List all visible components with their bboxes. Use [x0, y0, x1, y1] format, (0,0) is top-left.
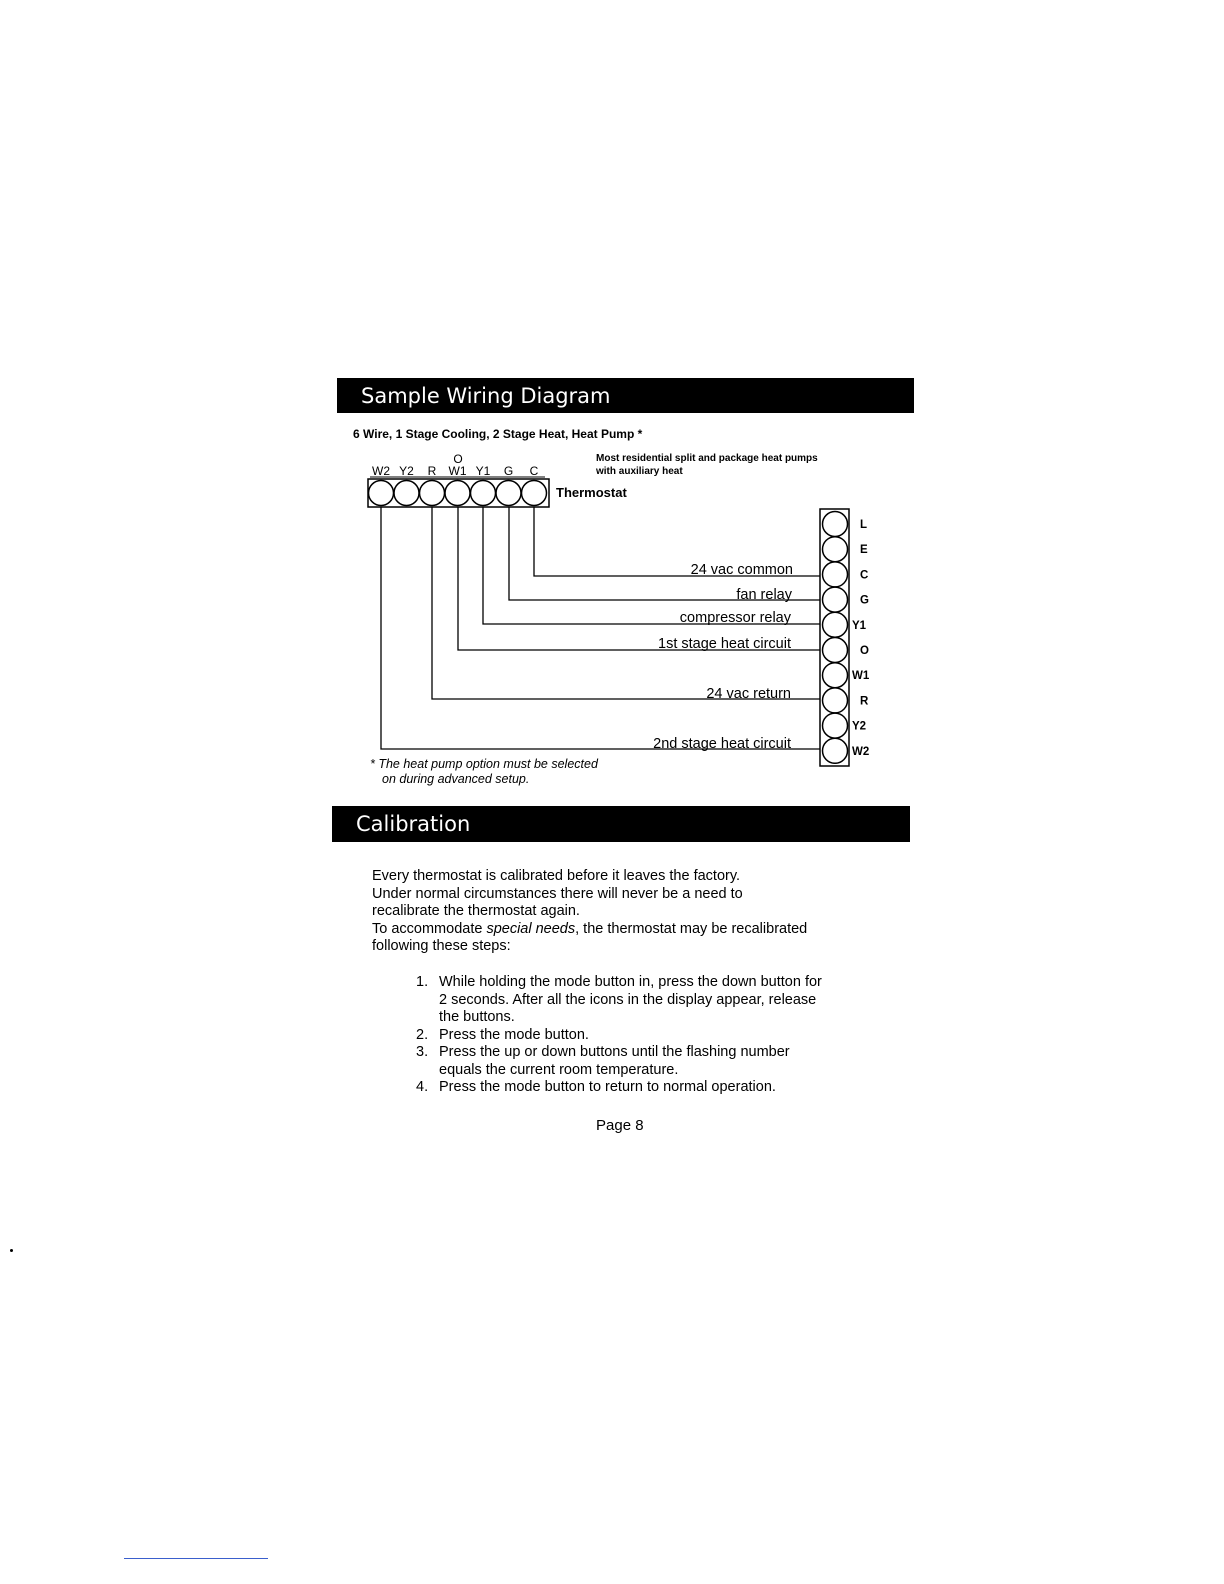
equipment-terminal-label: Y2: [852, 720, 867, 733]
calibration-intro: [372, 868, 892, 956]
step-number: 4.: [416, 1079, 429, 1095]
wire-return: [432, 507, 820, 699]
accommodate-line2: following these steps:: [372, 938, 511, 954]
thermostat-label: Thermostat: [556, 485, 627, 500]
thermostat-terminal-label: Y1: [475, 464, 491, 478]
page-link-underline: [124, 1558, 268, 1559]
equipment-terminal-label: L: [860, 519, 868, 531]
section-title-calibration: Calibration: [356, 812, 471, 836]
wire-label-return: 24 vac return: [706, 686, 791, 702]
equipment-terminal-g: [823, 587, 848, 612]
intro-line: Under normal circumstances there will never be a need to: [372, 885, 743, 902]
thermostat-terminal-w2: [369, 481, 394, 506]
equipment-terminal-e: [823, 537, 848, 562]
step-line: Press the mode button.: [439, 1026, 589, 1043]
scan-speck: [10, 1249, 13, 1252]
thermostat-terminal-y1: [471, 481, 496, 506]
thermostat-terminal-label: C: [529, 464, 539, 478]
step-line: While holding the mode button in, press the down button for: [439, 974, 822, 990]
accommodate-line: [372, 921, 892, 939]
step-item: [416, 1027, 876, 1045]
step-number: 3.: [416, 1044, 429, 1060]
equipment-terminal-w1: [823, 663, 848, 688]
equipment-terminal-labels: [852, 519, 870, 758]
step-item: [416, 974, 876, 1027]
wire-label-heat1: 1st stage heat circuit: [658, 636, 791, 652]
equipment-terminal-c: [823, 562, 848, 587]
diagram-note-line2: with auxiliary heat: [596, 466, 683, 477]
step-line: Press the mode button to return to normal operation.: [439, 1079, 776, 1095]
accommodate-prefix: To accommodate: [372, 920, 487, 937]
footnote-line1: * The heat pump option must be selected: [370, 757, 598, 771]
equipment-terminal-l: [823, 512, 848, 537]
thermostat-terminal-label: Y2: [399, 464, 414, 478]
equipment-terminal-label: E: [860, 544, 868, 557]
thermostat-terminal-o-label: O: [453, 452, 463, 466]
equipment-terminal-label: Y1: [852, 619, 867, 632]
thermostat-terminal-g: [496, 481, 521, 506]
wire-heat1: [458, 507, 820, 650]
equipment-terminal-r: [823, 688, 848, 713]
step-item: [416, 1044, 876, 1079]
step-line: the buttons.: [439, 1009, 515, 1025]
intro-line: Every thermostat is calibrated before it leaves the factory.: [372, 868, 741, 884]
wire-heat2: [381, 507, 820, 749]
step-text: [439, 974, 876, 1027]
equipment-terminal-label: W1: [852, 670, 870, 683]
section-header-calibration: [332, 806, 910, 842]
equipment-terminal-label: C: [860, 569, 869, 582]
diagram-note-line1: Most residential split and package heat pumps: [596, 453, 818, 464]
step-text: [439, 1027, 876, 1045]
equipment-terminal-w2: [823, 738, 848, 763]
step-item: [416, 1079, 876, 1097]
equipment-terminal-label: G: [860, 594, 869, 607]
intro-line: recalibrate the thermostat again.: [372, 903, 580, 919]
calibration-steps: [416, 974, 876, 1097]
step-number: 2.: [416, 1026, 429, 1043]
wires: [381, 507, 820, 749]
accommodate-italic: special needs: [486, 920, 576, 937]
equipment-terminal-y1: [823, 612, 848, 637]
wire-label-compressor: compressor relay: [679, 610, 791, 626]
equipment-terminal-label: W2: [852, 745, 870, 758]
step-line: Press the up or down buttons until the flashing number: [439, 1044, 790, 1060]
step-text: [439, 1079, 876, 1097]
thermostat-terminal-r: [420, 481, 445, 506]
section-title-wiring: Sample Wiring Diagram: [361, 383, 611, 408]
thermostat-terminal-label: R: [427, 464, 437, 478]
step-number: 1.: [416, 974, 429, 990]
thermostat-terminal-y2: [394, 481, 419, 506]
equipment-terminal-y2: [823, 713, 848, 738]
thermostat-terminal-labels: [372, 464, 539, 478]
diagram-subtitle: 6 Wire, 1 Stage Cooling, 2 Stage Heat, Heat Pump *: [353, 427, 643, 441]
thermostat-terminals: [369, 481, 547, 506]
wire-label-common: 24 vac common: [690, 562, 793, 578]
thermostat-terminal-w1: [445, 481, 470, 506]
equipment-terminals: [823, 512, 848, 764]
step-line: equals the current room temperature.: [439, 1061, 679, 1078]
step-line: 2 seconds. After all the icons in the display appear, release: [439, 991, 817, 1008]
step-text: [439, 1044, 876, 1079]
thermostat-terminal-label: W1: [448, 464, 467, 478]
page-number: Page 8: [596, 1117, 644, 1134]
wire-label-fan: fan relay: [736, 587, 792, 603]
equipment-terminal-label: R: [860, 695, 869, 708]
equipment-terminal-o: [823, 638, 848, 663]
thermostat-terminal-c: [522, 481, 547, 506]
thermostat-terminal-label: W2: [372, 464, 390, 478]
equipment-terminal-label: O: [860, 645, 869, 657]
footnote-line2: on during advanced setup.: [382, 772, 530, 786]
accommodate-suffix: , the thermostat may be recalibrated: [575, 920, 808, 937]
thermostat-terminal-label: G: [503, 464, 514, 478]
diagram-footnote: [370, 757, 598, 787]
wire-label-heat2: 2nd stage heat circuit: [653, 736, 791, 752]
